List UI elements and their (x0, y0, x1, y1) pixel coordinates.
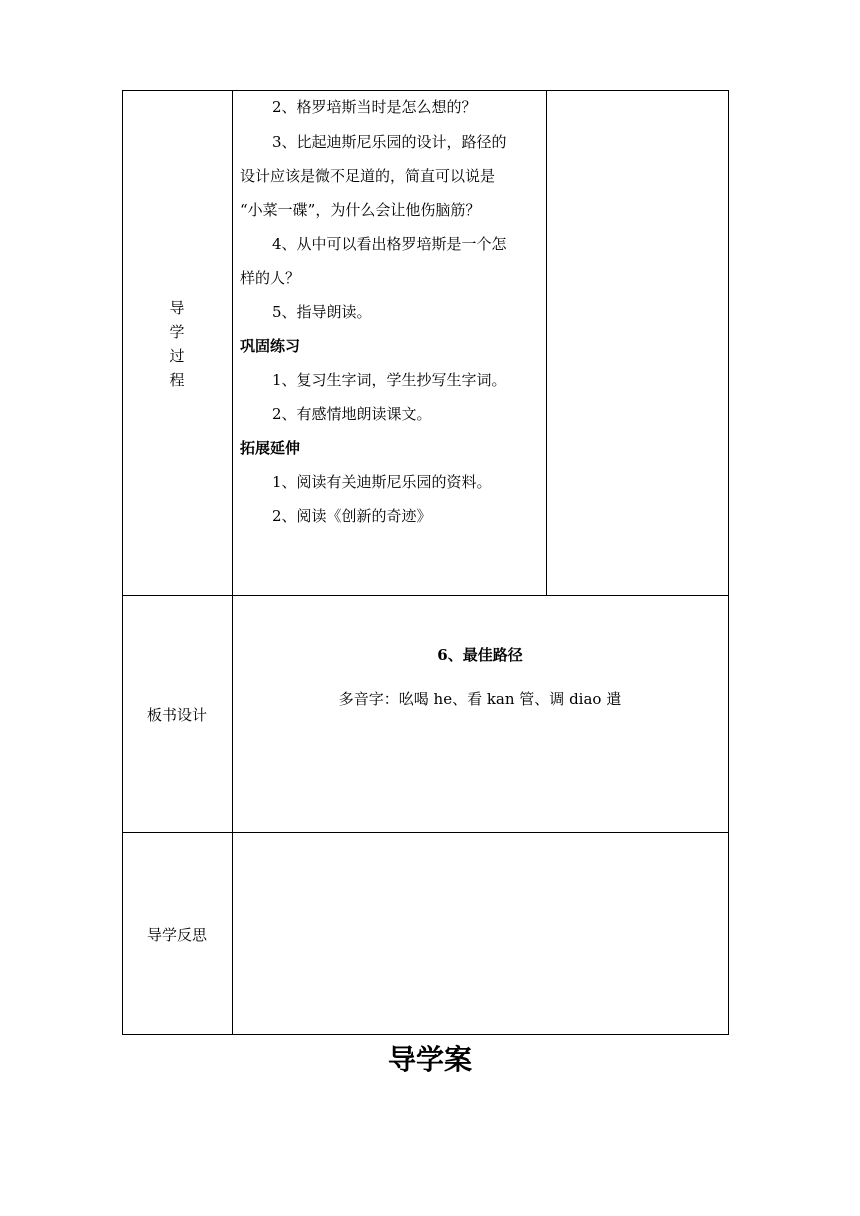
page-heading: 导学案 (387, 1043, 472, 1076)
board-polyphone-line: 多音字：吆喝 he、看 kan 管、调 diao 遣 (338, 690, 622, 708)
board-title: 6、最佳路径 (437, 646, 523, 664)
process-line: 2、阅读《创新的奇迹》 (272, 507, 432, 525)
reflection-row-label: 导学反思 (146, 926, 207, 944)
process-line: “小菜一碟”，为什么会让他伤脑筋？ (240, 201, 481, 219)
process-line: 设计应该是微不足道的，简直可以说是 (240, 167, 496, 185)
process-line: 样的人？ (240, 269, 301, 287)
table-row-divider-1 (122, 595, 729, 596)
process-line: 2、格罗培斯当时是怎么想的？ (272, 98, 477, 116)
process-line: 4、从中可以看出格罗培斯是一个怎 (272, 235, 507, 253)
table-divider-notes-column (546, 90, 547, 595)
process-label-char: 导 (169, 299, 185, 317)
reflection-content (233, 833, 728, 1034)
process-line: 1、阅读有关迪斯尼乐园的资料。 (272, 473, 492, 491)
process-line: 1、复习生字词，学生抄写生字词。 (272, 371, 507, 389)
section-heading-extension: 拓展延伸 (240, 439, 301, 457)
process-label-char: 学 (169, 323, 185, 341)
process-line: 3、比起迪斯尼乐园的设计，路径的 (272, 133, 507, 151)
process-row-label (122, 296, 232, 392)
process-label-char: 程 (169, 371, 185, 389)
process-line: 2、有感情地朗读课文。 (272, 405, 432, 423)
process-line: 5、指导朗读。 (272, 303, 372, 321)
board-row-label: 板书设计 (146, 706, 207, 724)
section-heading-consolidation: 巩固练习 (240, 337, 301, 355)
process-label-char: 过 (169, 347, 185, 365)
